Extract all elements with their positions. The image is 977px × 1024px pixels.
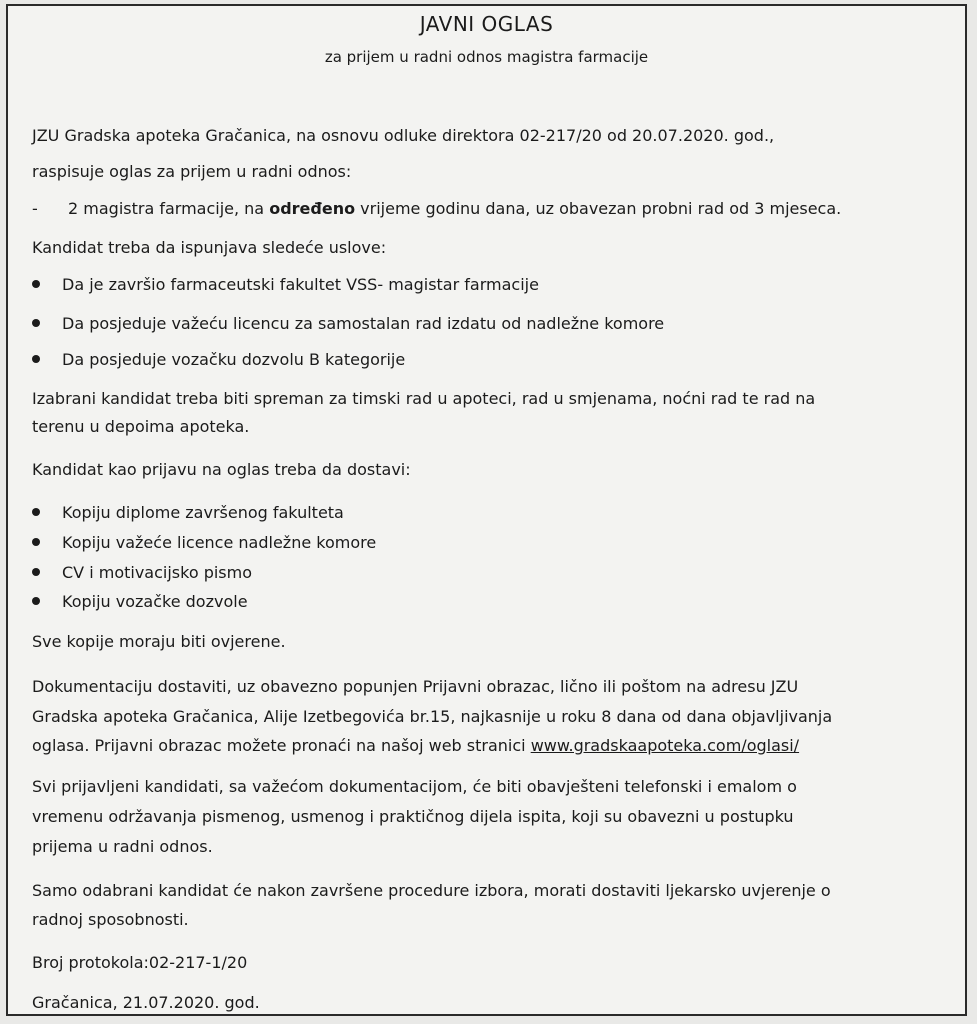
job-notice bbox=[6, 4, 967, 1016]
document-text: Kopiju diplome završenog fakulteta bbox=[62, 503, 344, 522]
document-item bbox=[32, 529, 376, 557]
bullet-icon bbox=[32, 597, 40, 605]
delivery-line-2: Gradska apoteka Gračanica, Alije Izetbegovića br.15, najkasnije u roku 8 dana od dana objavljivanja bbox=[32, 707, 833, 726]
document-text: CV i motivacijsko pismo bbox=[62, 563, 253, 582]
notice-subtitle: za prijem u radni odnos magistra farmacije bbox=[324, 48, 649, 66]
notification-line-1: Svi prijavljeni kandidati, sa važećom dokumentacijom, će biti obavješteni telefonski i emalom o bbox=[32, 777, 797, 796]
delivery-text: oglasa. Prijavni obrazac možete pronaći na našoj web stranici bbox=[32, 736, 531, 755]
bullet-icon bbox=[32, 508, 40, 516]
notification-line-3: prijema u radni odnos. bbox=[32, 837, 213, 856]
medical-line-2: radnoj sposobnosti. bbox=[32, 910, 189, 929]
position-term-bold: određeno bbox=[269, 199, 356, 218]
delivery-line-1: Dokumentaciju dostaviti, uz obavezno popunjen Prijavni obrazac, lično ili poštom na adresu JZU bbox=[32, 677, 799, 696]
delivery-line-3 bbox=[32, 731, 945, 761]
condition-text: Da posjeduje važeću licencu za samostalan rad izdatu od nadležne komore bbox=[62, 314, 665, 333]
position-line bbox=[32, 194, 945, 224]
requirement-line-1: Izabrani kandidat treba biti spreman za timski rad u apoteci, rad u smjenama, noćni rad te rad na bbox=[32, 389, 816, 408]
condition-text: Da je završio farmaceutski fakultet VSS- magistar farmacije bbox=[62, 275, 539, 294]
bullet-icon bbox=[32, 355, 40, 363]
notice-title: JAVNI OGLAS bbox=[419, 12, 554, 36]
medical-line-1: Samo odabrani kandidat će nakon završene procedure izbora, morati dostaviti ljekarsko uvjerenje o bbox=[32, 881, 831, 900]
conditions-heading: Kandidat treba da ispunjava sledeće uslove: bbox=[32, 238, 387, 257]
requirement-line-2: terenu u depoima apoteka. bbox=[32, 417, 250, 436]
condition-item bbox=[32, 346, 405, 374]
condition-text: Da posjeduje vozačku dozvolu B kategorije bbox=[62, 350, 406, 369]
bullet-icon bbox=[32, 538, 40, 546]
protocol-number: Broj protokola:02-217-1/20 bbox=[32, 953, 248, 972]
condition-item bbox=[32, 271, 539, 299]
certified-note: Sve kopije moraju biti ovjerene. bbox=[32, 632, 286, 651]
bullet-icon bbox=[32, 280, 40, 288]
bullet-icon bbox=[32, 568, 40, 576]
document-text: Kopiju važeće licence nadležne komore bbox=[62, 533, 377, 552]
notification-line-2: vremenu održavanja pismenog, usmenog i praktičnog dijela ispita, koji su obavezni u postupku bbox=[32, 807, 794, 826]
condition-item bbox=[32, 310, 664, 338]
position-text-before: 2 magistra farmacije, na bbox=[68, 199, 270, 218]
website-link[interactable]: www.gradskaapoteka.com/oglasi/ bbox=[530, 736, 800, 755]
position-text-after: vrijeme godinu dana, uz obavezan probni rad od 3 mjeseca. bbox=[355, 199, 842, 218]
document-text: Kopiju vozačke dozvole bbox=[62, 592, 248, 611]
bullet-icon bbox=[32, 319, 40, 327]
dash-marker: - bbox=[32, 199, 38, 218]
document-item bbox=[32, 499, 344, 527]
intro-line-1: JZU Gradska apoteka Gračanica, na osnovu odluke direktora 02-217/20 od 20.07.2020. god., bbox=[32, 126, 775, 145]
intro-line-2: raspisuje oglas za prijem u radni odnos: bbox=[32, 162, 352, 181]
documents-heading: Kandidat kao prijavu na oglas treba da dostavi: bbox=[32, 460, 411, 479]
place-date: Gračanica, 21.07.2020. god. bbox=[32, 993, 260, 1012]
document-item bbox=[32, 588, 248, 616]
document-item bbox=[32, 559, 252, 587]
